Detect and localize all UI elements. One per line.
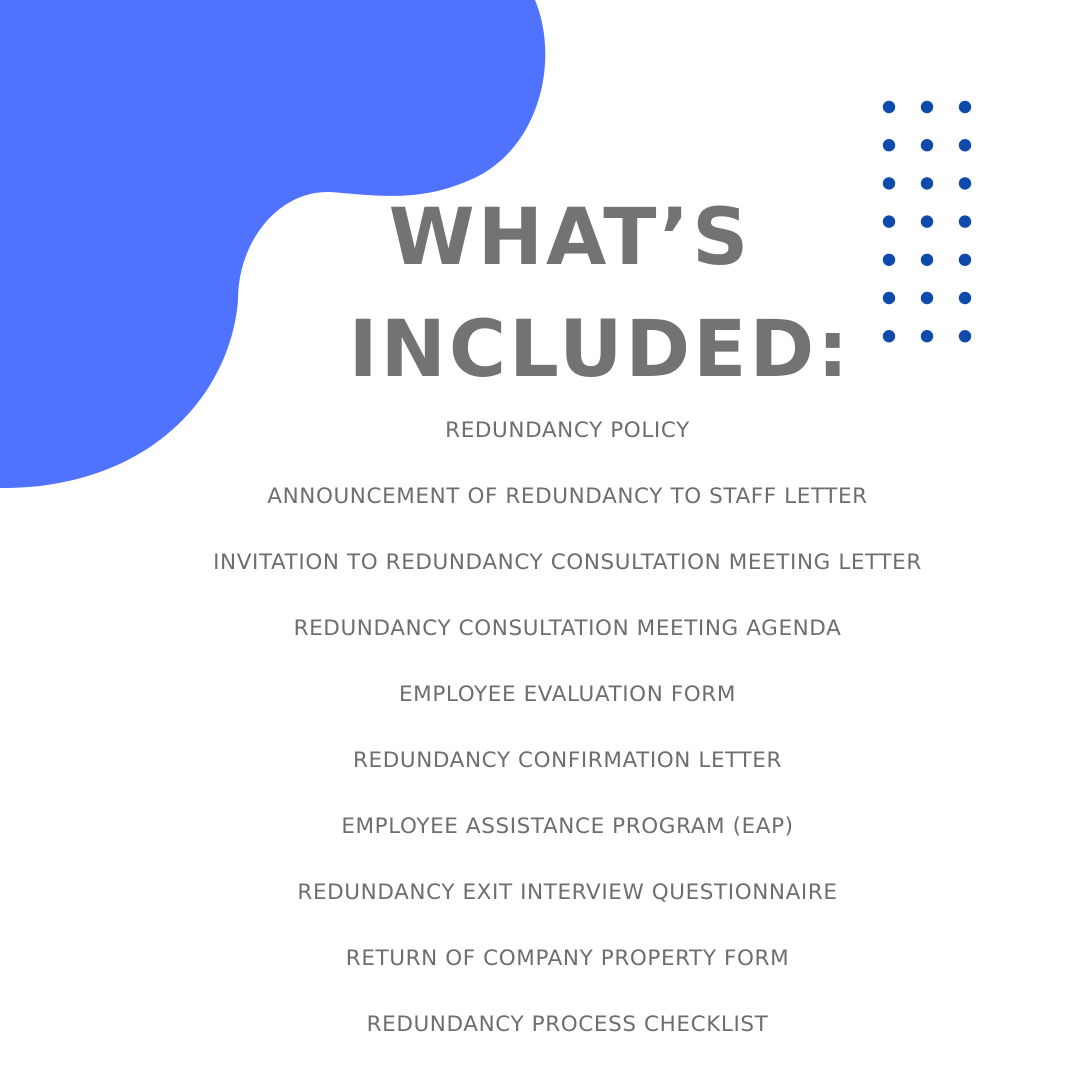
dot: [959, 139, 971, 151]
title-line-1: WHAT’S: [388, 193, 752, 283]
dot: [959, 292, 971, 304]
list-item: ANNOUNCEMENT OF REDUNDANCY TO STAFF LETTER: [267, 484, 868, 509]
list-item: REDUNDANCY CONFIRMATION LETTER: [352, 748, 782, 773]
dot: [883, 139, 895, 151]
list-item: REDUNDANCY EXIT INTERVIEW QUESTIONNAIRE: [297, 880, 838, 905]
dot: [959, 177, 971, 189]
dot: [959, 101, 971, 113]
dot: [921, 101, 933, 113]
included-items-list: [80, 398, 1055, 1058]
list-item: REDUNDANCY PROCESS CHECKLIST: [366, 1012, 769, 1037]
title-line-2: INCLUDED:: [348, 305, 852, 395]
list-item: RETURN OF COMPANY PROPERTY FORM: [345, 946, 790, 971]
list-item: REDUNDANCY POLICY: [445, 418, 690, 443]
page-title: [250, 182, 950, 406]
dot: [959, 254, 971, 266]
list-item: EMPLOYEE EVALUATION FORM: [399, 682, 736, 707]
dot: [883, 101, 895, 113]
list-item: REDUNDANCY CONSULTATION MEETING AGENDA: [293, 616, 842, 641]
list-item: EMPLOYEE ASSISTANCE PROGRAM (EAP): [341, 814, 794, 839]
dot: [959, 215, 971, 227]
dot: [959, 330, 971, 342]
list-item: INVITATION TO REDUNDANCY CONSULTATION MEETING LETTER: [213, 550, 922, 575]
dot: [921, 139, 933, 151]
